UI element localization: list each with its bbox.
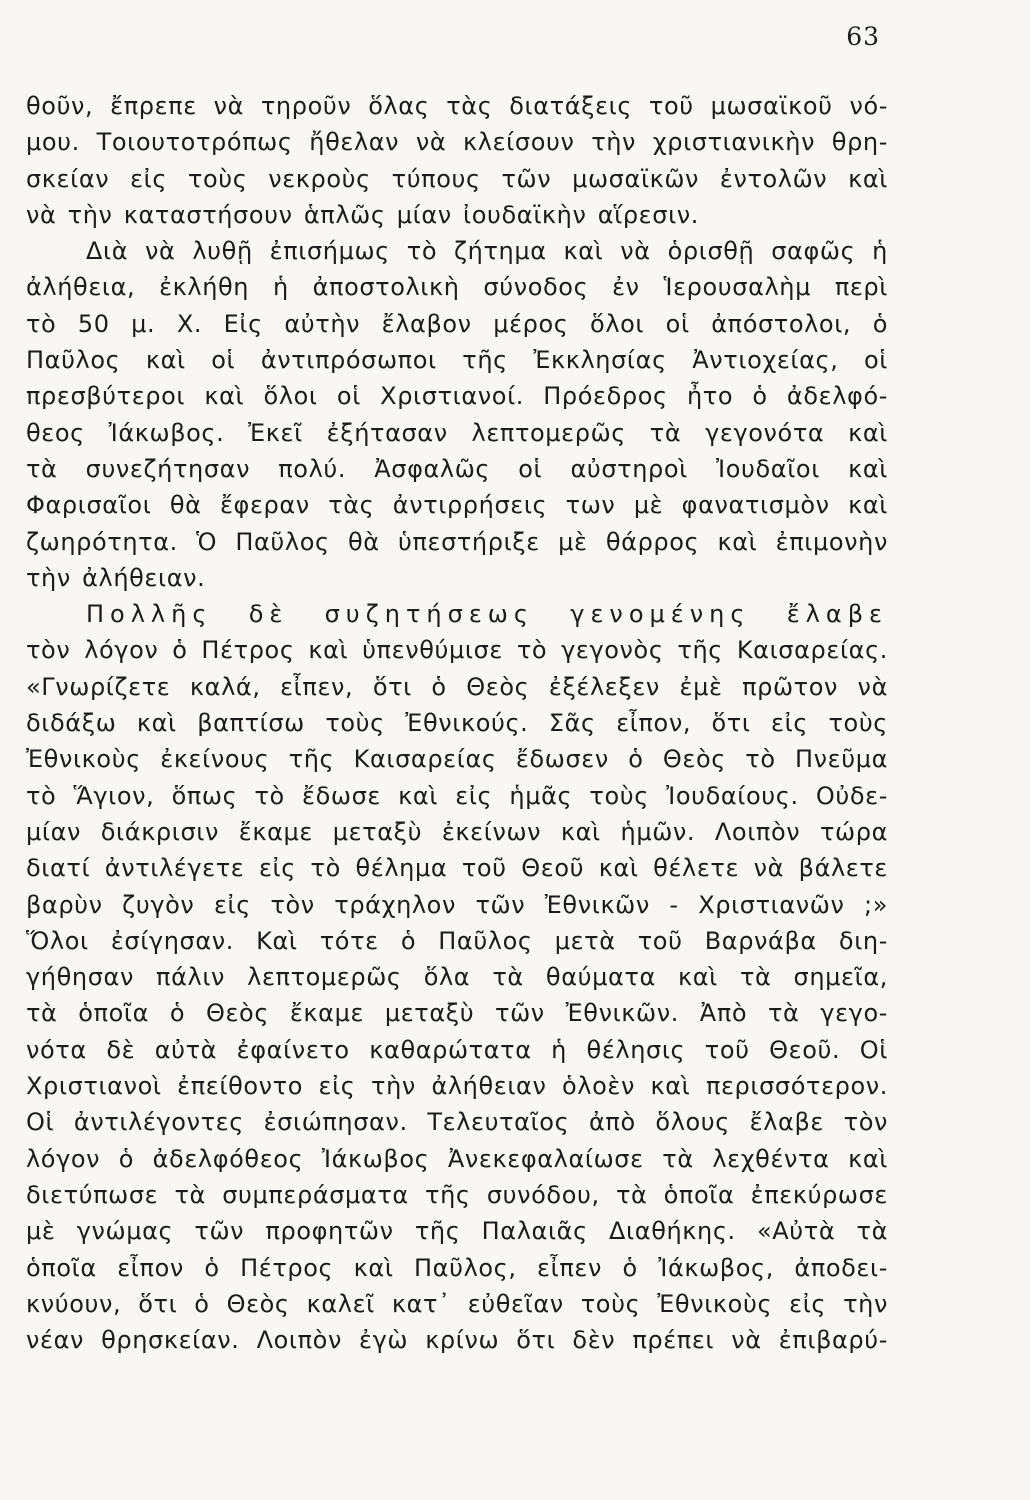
text-line: Διὰ νὰ λυθῇ ἐπισήμως τὸ ζήτημα καὶ νὰ ὁρισθῇ σαφῶς ἡ — [86, 237, 888, 266]
text-line: σκείαν εἰς τοὺς νεκροὺς τύπους τῶν μωσαϊκῶν ἐντολῶν καὶ — [26, 164, 888, 193]
text-line: νότα δὲ αὐτὰ ἐφαίνετο καθαρώτατα ἡ θέλησις τοῦ Θεοῦ. Οἱ — [26, 1035, 888, 1064]
text-line: Ὅλοι ἐσίγησαν. Καὶ τότε ὁ Παῦλος μετὰ τοῦ Βαρνάβα διη- — [26, 926, 888, 955]
text-line: θοῦν, ἔπρεπε νὰ τηροῦν ὅλας τὰς διατάξεις τοῦ μωσαϊκοῦ νό- — [26, 92, 888, 120]
text-line: «Γνωρίζετε καλά, εἶπεν, ὅτι ὁ Θεὸς ἐξέλεξεν ἐμὲ πρῶτον νὰ — [26, 672, 888, 701]
text-line: διετύπωσε τὰ συμπεράσματα τῆς συνόδου, τὰ ὁποῖα ἐπεκύρωσε — [26, 1180, 888, 1209]
text-line: Οἱ ἀντιλέγοντες ἐσιώπησαν. Τελευταῖος ἀπὸ ὅλους ἔλαβε τὸν — [26, 1108, 888, 1137]
text-line: θεος Ἰάκωβος. Ἐκεῖ ἐξήτασαν λεπτομερῶς τὰ γεγονότα καὶ — [26, 418, 888, 447]
text-line: τὸ 50 μ. Χ. Εἰς αὐτὴν ἔλαβον μέρος ὅλοι οἱ ἀπόστολοι, ὁ — [26, 309, 888, 338]
text-line: νέαν θρησκείαν. Λοιπὸν ἐγὼ κρίνω ὅτι δὲν πρέπει νὰ ἐπιβαρύ- — [26, 1326, 888, 1355]
text-line: ζωηρότητα. Ὁ Παῦλος θὰ ὑπεστήριξε μὲ θάρρος καὶ ἐπιμονὴν — [26, 527, 888, 556]
text-line: τὰ συνεζήτησαν πολύ. Ἀσφαλῶς οἱ αὐστηροὶ Ἰουδαῖοι καὶ — [26, 454, 888, 483]
text-line: ὁποῖα εἶπον ὁ Πέτρος καὶ Παῦλος, εἶπεν ὁ Ἰάκωβος, ἀποδει- — [26, 1253, 888, 1282]
text-line: βαρὺν ζυγὸν εἰς τὸν τράχηλον τῶν Ἐθνικῶν - Χριστιανῶν ;» — [26, 890, 888, 919]
text-line: γήθησαν πάλιν λεπτομερῶς ὅλα τὰ θαύματα καὶ τὰ σημεῖα, — [26, 963, 888, 992]
text-line: διδάξω καὶ βαπτίσω τοὺς Ἐθνικούς. Σᾶς εἶπον, ὅτι εἰς τοὺς — [26, 709, 888, 738]
text-line: νὰ τὴν καταστήσουν ἁπλῶς μίαν ἰουδαϊκὴν αἵρεσιν. — [26, 200, 700, 229]
text-line: τὴν ἀλήθειαν. — [26, 563, 206, 592]
page-number: 63 — [846, 22, 880, 51]
text-line: Χριστιανοὶ ἐπείθοντο εἰς τὴν ἀλήθειαν ὁλοὲν καὶ περισσότερον. — [26, 1072, 888, 1101]
text-line: τὸν λόγον ὁ Πέτρος καὶ ὑπενθύμισε τὸ γεγονὸς τῆς Καισαρείας. — [26, 636, 888, 665]
body-text — [26, 88, 888, 1358]
text-line: λόγον ὁ ἀδελφόθεος Ἰάκωβος Ἀνεκεφαλαίωσε τὰ λεχθέντα καὶ — [26, 1144, 888, 1173]
text-line: πρεσβύτεροι καὶ ὅλοι οἱ Χριστιανοί. Πρόεδρος ἦτο ὁ ἀδελφό- — [26, 382, 888, 411]
text-line: Παῦλος καὶ οἱ ἀντιπρόσωποι τῆς Ἐκκλησίας Ἀντιοχείας, οἱ — [26, 346, 888, 375]
text-line: μὲ γνώμας τῶν προφητῶν τῆς Παλαιᾶς Διαθήκης. «Αὐτὰ τὰ — [26, 1217, 888, 1246]
text-line: τὸ Ἅγιον, ὅπως τὸ ἔδωσε καὶ εἰς ἡμᾶς τοὺς Ἰουδαίους. Οὐδε- — [26, 781, 888, 810]
text-line: μίαν διάκρισιν ἔκαμε μεταξὺ ἐκείνων καὶ ἡμῶν. Λοιπὸν τώρα — [26, 817, 888, 846]
text-line-spaced: Πολλῆς δὲ συζητήσεως γενομένης ἔλαβε — [86, 600, 888, 629]
text-line: μου. Τοιουτοτρόπως ἤθελαν νὰ κλείσουν τὴν χριστιανικὴν θρη- — [26, 128, 888, 157]
text-line: διατί ἀντιλέγετε εἰς τὸ θέλημα τοῦ Θεοῦ καὶ θέλετε νὰ βάλετε — [26, 854, 888, 883]
text-line: Ἐθνικοὺς ἐκείνους τῆς Καισαρείας ἔδωσεν ὁ Θεὸς τὸ Πνεῦμα — [26, 745, 888, 774]
text-line: ἀλήθεια, ἐκλήθη ἡ ἀποστολικὴ σύνοδος ἐν Ἱερουσαλὴμ περὶ — [26, 273, 888, 302]
text-line: Φαρισαῖοι θὰ ἔφεραν τὰς ἀντιρρήσεις των μὲ φανατισμὸν καὶ — [26, 491, 888, 520]
text-line: κνύουν, ὅτι ὁ Θεὸς καλεῖ κατ᾿ εὐθεῖαν τοὺς Ἐθνικοὺς εἰς τὴν — [26, 1289, 888, 1318]
text-line: τὰ ὁποῖα ὁ Θεὸς ἔκαμε μεταξὺ τῶν Ἐθνικῶν. Ἀπὸ τὰ γεγο- — [26, 999, 888, 1028]
